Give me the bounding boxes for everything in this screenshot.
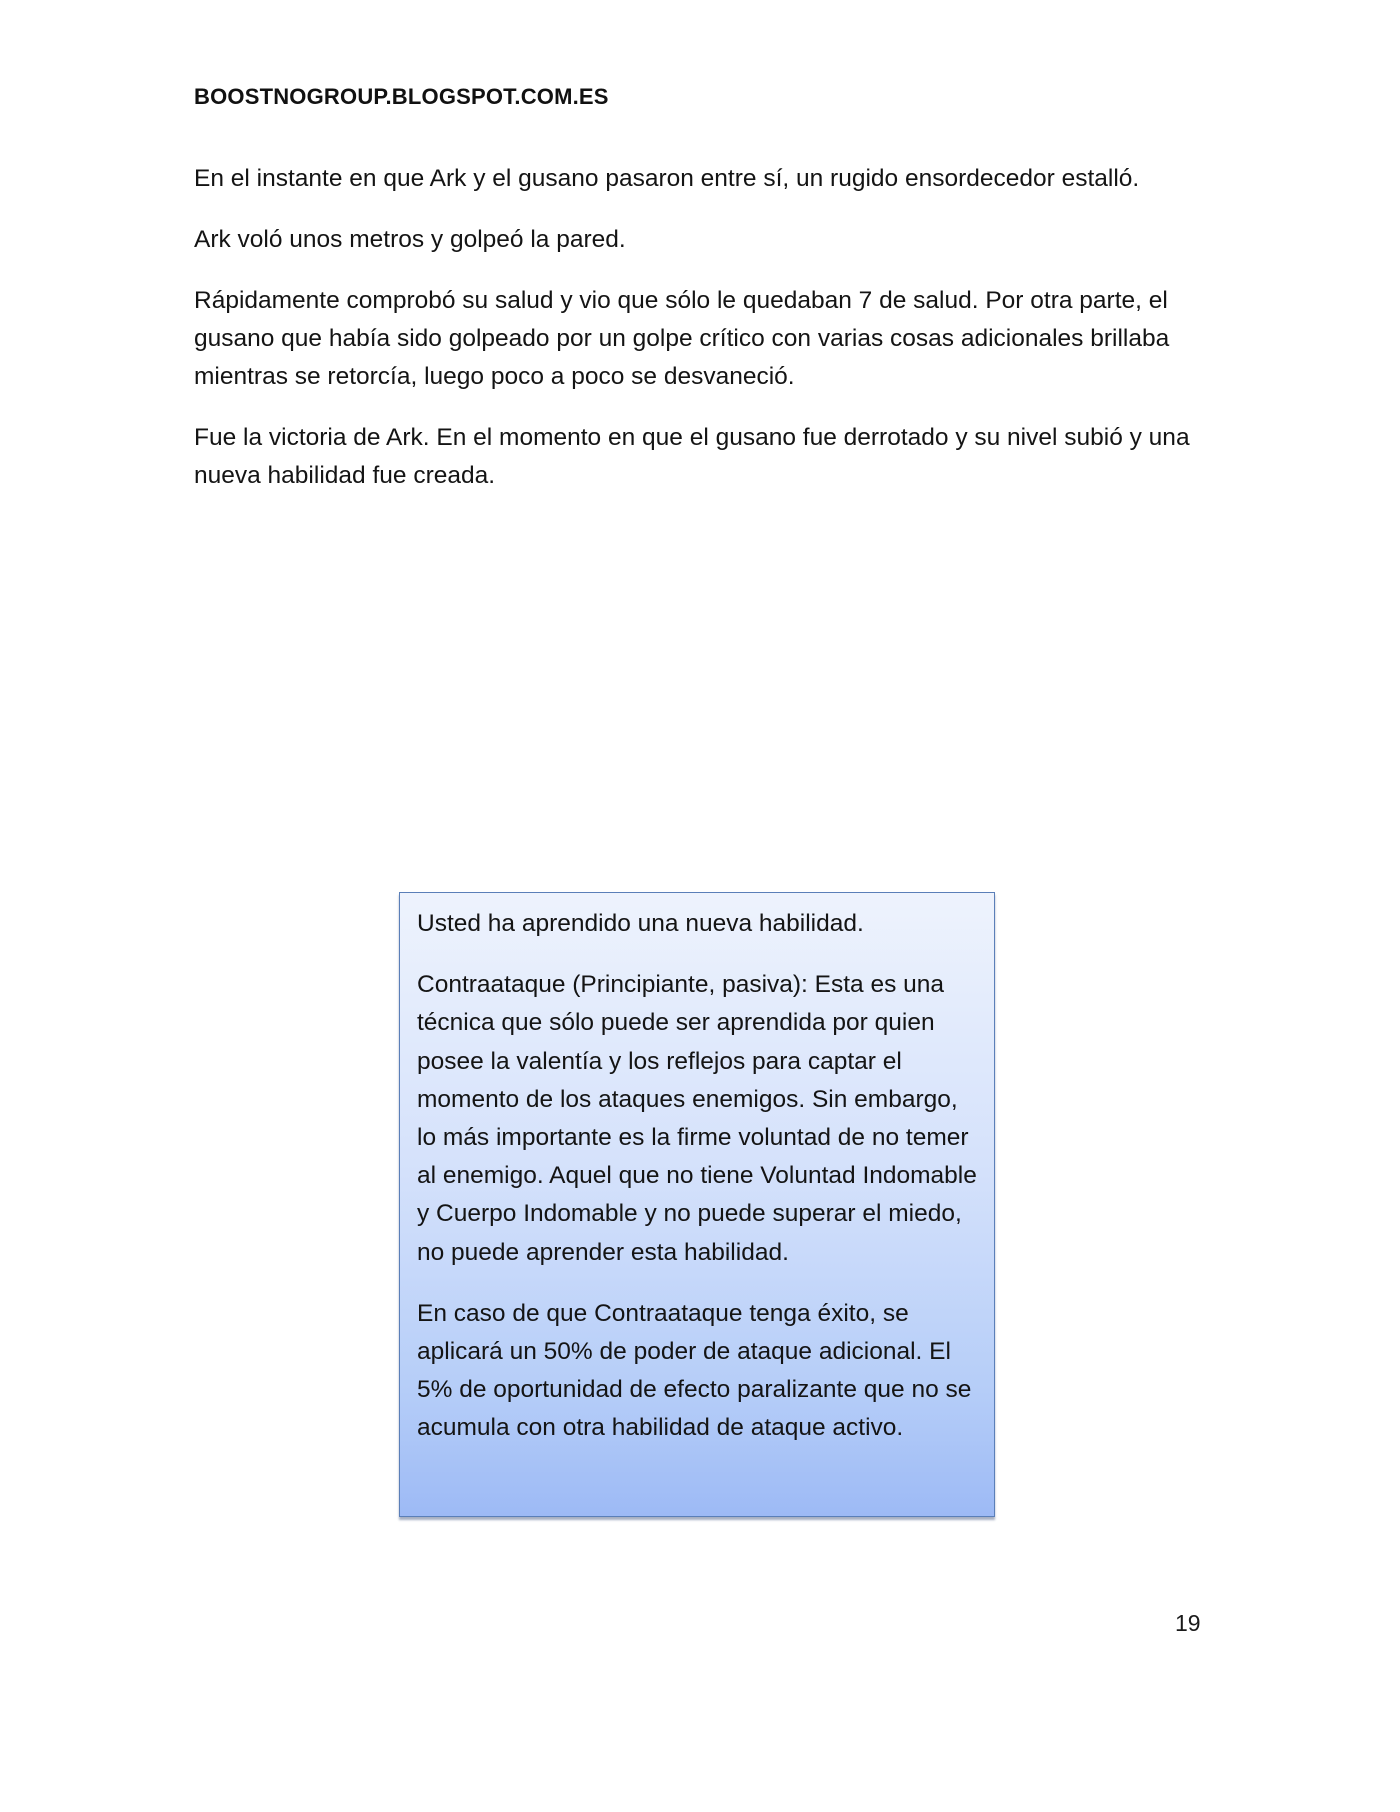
page-header: BOOSTNOGROUP.BLOGSPOT.COM.ES xyxy=(194,84,609,109)
paragraph: Fue la victoria de Ark. En el momento en que el gusano fue derrotado y su nivel subió y una nueva habilidad fue creada. xyxy=(194,424,1190,489)
paragraph: En el instante en que Ark y el gusano pasaron entre sí, un rugido ensordecedor estalló. xyxy=(194,165,1140,192)
skill-notification-box xyxy=(399,892,995,1517)
skill-effect: En caso de que Contraataque tenga éxito, se aplicará un 50% de poder de ataque adicional. El 5% de oportunidad de efecto paralizante que no se acumula con otra habilidad de ataque activo. xyxy=(417,1299,972,1442)
paragraph: Ark voló unos metros y golpeó la pared. xyxy=(194,226,626,253)
skill-description: Contraataque (Principiante, pasiva): Esta es una técnica que sólo puede ser aprendida por quien posee la valentía y los reflejos para captar el momento de los ataques enemigos. Sin embargo, lo más importante es la firme voluntad de no temer al enemigo. Aquel que no tiene Voluntad Indomable y Cuerpo Indomable y no puede superar el miedo, no puede aprender esta habilidad. xyxy=(417,971,977,1266)
story-body xyxy=(194,160,1204,518)
page-number: 19 xyxy=(1175,1610,1201,1636)
paragraph: Rápidamente comprobó su salud y vio que sólo le quedaban 7 de salud. Por otra parte, el gusano que había sido golpeado por un golpe crítico con varias cosas adicionales brillaba mientras se retorcía, luego poco a poco se desvaneció. xyxy=(194,287,1170,390)
skill-notice-title: Usted ha aprendido una nueva habilidad. xyxy=(417,910,864,937)
